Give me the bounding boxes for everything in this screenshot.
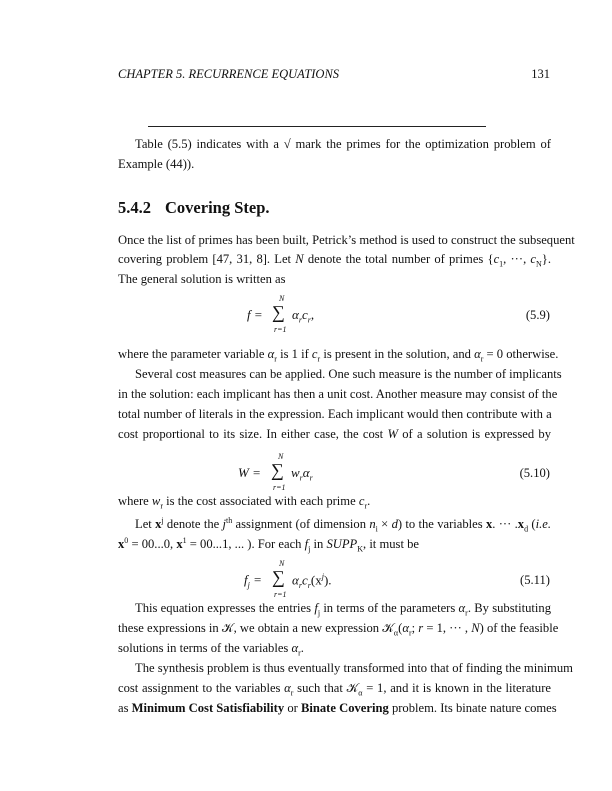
- eq-lhs: $f_j$ =: [244, 572, 262, 590]
- text-segment: N: [536, 259, 542, 269]
- text-segment: , ···,: [503, 252, 531, 266]
- text-segment: as: [118, 701, 132, 715]
- text-segment: = 00...0,: [128, 537, 177, 552]
- text-segment: r: [160, 501, 163, 511]
- text-segment: r: [290, 688, 294, 698]
- text-line: [135, 136, 551, 152]
- text-segment: is 1 if: [276, 347, 312, 361]
- eq-body: $\alpha_rc_r$,: [292, 307, 315, 325]
- text-segment: in terms of the parameters: [320, 601, 459, 615]
- sum-symbol: ∑: [272, 302, 285, 322]
- sum-upper: N: [279, 559, 285, 568]
- text-segment: denote the total number of primes {: [303, 252, 494, 266]
- text-segment: c: [493, 252, 500, 266]
- text-segment: = 00...1, ... ). For each: [186, 537, 305, 552]
- text-segment: r: [480, 354, 484, 364]
- equation-number: (5.11): [520, 573, 550, 587]
- text-line: [118, 533, 551, 558]
- text-segment: The general solution is written as: [118, 272, 286, 286]
- text-segment: in the solution: each implicant has then a unit cost. Another measure may consist of the: [118, 387, 558, 401]
- text-segment: W: [387, 427, 398, 441]
- text-line: [118, 251, 551, 273]
- text-segment: r: [418, 621, 424, 635]
- text-segment: α: [267, 347, 275, 361]
- text-segment: α: [458, 601, 466, 615]
- text-segment: = 1, ··· ,: [423, 621, 472, 635]
- text-segment: x: [517, 517, 525, 532]
- text-segment: , it must be: [363, 537, 419, 552]
- text-segment: α: [402, 621, 409, 635]
- text-segment: ×: [377, 517, 392, 532]
- text-segment: solutions in terms of the variables: [118, 641, 292, 655]
- text-segment: }.: [541, 252, 551, 266]
- text-segment: α: [291, 641, 299, 655]
- equation-number: (5.10): [519, 466, 550, 480]
- text-segment: SUPP: [326, 537, 358, 552]
- text-segment: r: [408, 628, 412, 638]
- text-segment: r: [465, 608, 468, 618]
- text-segment: α: [284, 681, 291, 695]
- text-line: [118, 493, 551, 515]
- text-segment: 1: [182, 536, 187, 545]
- text-line: [135, 600, 551, 622]
- text-line: [118, 346, 559, 368]
- text-segment: α: [474, 347, 481, 361]
- eq-lhs: W =: [238, 465, 261, 480]
- text-segment: Several cost measures can be applied. One such measure is the number of implicants: [135, 367, 562, 381]
- text-segment: i.e.: [535, 517, 551, 532]
- sum-lower: r=1: [274, 325, 287, 334]
- text-segment: th: [226, 516, 233, 525]
- eq-body: $w_r\alpha_r$: [291, 465, 313, 483]
- separator-rule: [148, 126, 486, 127]
- text-segment: j: [317, 608, 321, 618]
- text-segment: total number of literals in the expression. Each implicant would then contribute with a: [118, 407, 552, 421]
- text-segment: = 1, and it is known in the literature: [362, 681, 551, 695]
- text-segment: α: [393, 628, 399, 638]
- text-segment: (: [528, 517, 536, 532]
- text-segment: ;: [411, 621, 419, 635]
- text-segment: x: [485, 517, 493, 532]
- text-segment: Let: [135, 517, 156, 532]
- text-segment: Example (44)).: [118, 157, 195, 171]
- text-line: [118, 640, 551, 662]
- text-line: [118, 271, 551, 287]
- text-segment: α: [358, 688, 363, 698]
- text-segment: r: [364, 501, 368, 511]
- text-segment: c: [530, 252, 536, 266]
- text-segment: √: [283, 137, 291, 151]
- text-segment: f: [304, 537, 309, 552]
- text-segment: c: [311, 347, 318, 361]
- text-segment: assignment (of dimension: [232, 517, 370, 532]
- text-line: [118, 232, 575, 248]
- text-segment: r: [274, 354, 277, 364]
- sum-lower: r=1: [274, 590, 287, 599]
- text-line: [118, 386, 558, 402]
- text-segment: Table (5.5) indicates with a: [135, 137, 284, 151]
- text-line: [118, 700, 557, 716]
- text-segment: .: [300, 641, 304, 655]
- text-segment: .: [367, 494, 371, 508]
- text-segment: covering problem [47, 31, 8]. Let: [118, 252, 296, 266]
- text-segment: . By substituting: [467, 601, 552, 615]
- text-segment: c: [358, 494, 365, 508]
- text-segment: x: [176, 537, 183, 552]
- text-segment: denote the: [163, 517, 223, 532]
- eq-body: $\alpha_rc_r(x^j)$.: [292, 572, 332, 590]
- text-segment: such that 𝒦: [293, 681, 359, 695]
- section-heading: [118, 198, 270, 218]
- text-segment: (: [398, 621, 403, 635]
- text-segment: This equation expresses the entries: [135, 601, 315, 615]
- text-segment: j: [222, 517, 227, 532]
- sum-symbol: ∑: [271, 460, 284, 480]
- text-segment: r: [298, 648, 301, 658]
- text-segment: mark the primes for the optimization problem of: [290, 137, 551, 151]
- text-segment: i: [375, 524, 378, 534]
- text-line: [118, 406, 551, 422]
- text-segment: ) to the variables: [397, 517, 486, 532]
- text-segment: = 0 otherwise.: [483, 347, 559, 361]
- text-segment: x: [155, 517, 162, 532]
- text-segment: of a solution is expressed by: [397, 427, 551, 441]
- eq-lhs: f =: [247, 307, 263, 322]
- text-segment: 1: [499, 259, 504, 269]
- text-segment: w: [151, 494, 161, 508]
- text-segment: N: [471, 621, 480, 635]
- text-segment: ) of the feasible: [479, 621, 559, 635]
- page-number: 131: [531, 67, 550, 81]
- sum-symbol: ∑: [272, 567, 285, 587]
- sum-upper: N: [279, 294, 285, 303]
- text-line: [118, 620, 559, 642]
- section-number: 5.4.2: [118, 198, 151, 217]
- text-segment: n: [369, 517, 376, 532]
- text-segment: these expressions in 𝒦, we obtain a new expression 𝒦: [118, 621, 394, 635]
- text-segment: N: [295, 252, 304, 266]
- text-segment: . ··· .: [492, 517, 518, 532]
- text-segment: f: [314, 601, 318, 615]
- text-segment: problem. Its binate nature comes: [388, 701, 557, 715]
- text-segment: Binate Covering: [300, 701, 389, 715]
- equation-number: (5.9): [525, 308, 550, 322]
- text-line: [135, 660, 573, 676]
- text-segment: where: [118, 494, 152, 508]
- text-segment: Once the list of primes has been built, Petrick’s method is used to construct the subsequent: [118, 233, 575, 247]
- text-line: [135, 366, 562, 382]
- text-segment: or: [284, 701, 301, 715]
- text-line: [118, 426, 551, 442]
- section-title: Covering Step.: [165, 198, 270, 217]
- text-segment: r: [317, 354, 321, 364]
- running-header: CHAPTER 5. RECURRENCE EQUATIONS: [118, 67, 340, 81]
- text-segment: Minimum Cost Satisfiability: [131, 701, 285, 715]
- text-line: [118, 680, 551, 702]
- text-segment: cost proportional to its size. In either case, the cost: [118, 427, 388, 441]
- text-segment: 0: [124, 536, 129, 545]
- text-segment: is present in the solution, and: [320, 347, 475, 361]
- text-segment: K: [357, 544, 364, 554]
- text-segment: d: [524, 524, 529, 534]
- text-line: [118, 156, 551, 172]
- text-segment: j: [308, 544, 311, 554]
- text-segment: x: [118, 537, 125, 552]
- text-segment: in: [310, 537, 327, 552]
- sum-lower: r=1: [273, 483, 286, 492]
- text-segment: j: [161, 516, 164, 525]
- text-segment: is the cost associated with each prime: [163, 494, 359, 508]
- text-segment: cost assignment to the variables: [118, 681, 285, 695]
- sum-upper: N: [278, 452, 284, 461]
- text-segment: d: [391, 517, 398, 532]
- text-segment: where the parameter variable: [118, 347, 268, 361]
- text-segment: The synthesis problem is thus eventually transformed into that of finding the minimum: [135, 661, 573, 675]
